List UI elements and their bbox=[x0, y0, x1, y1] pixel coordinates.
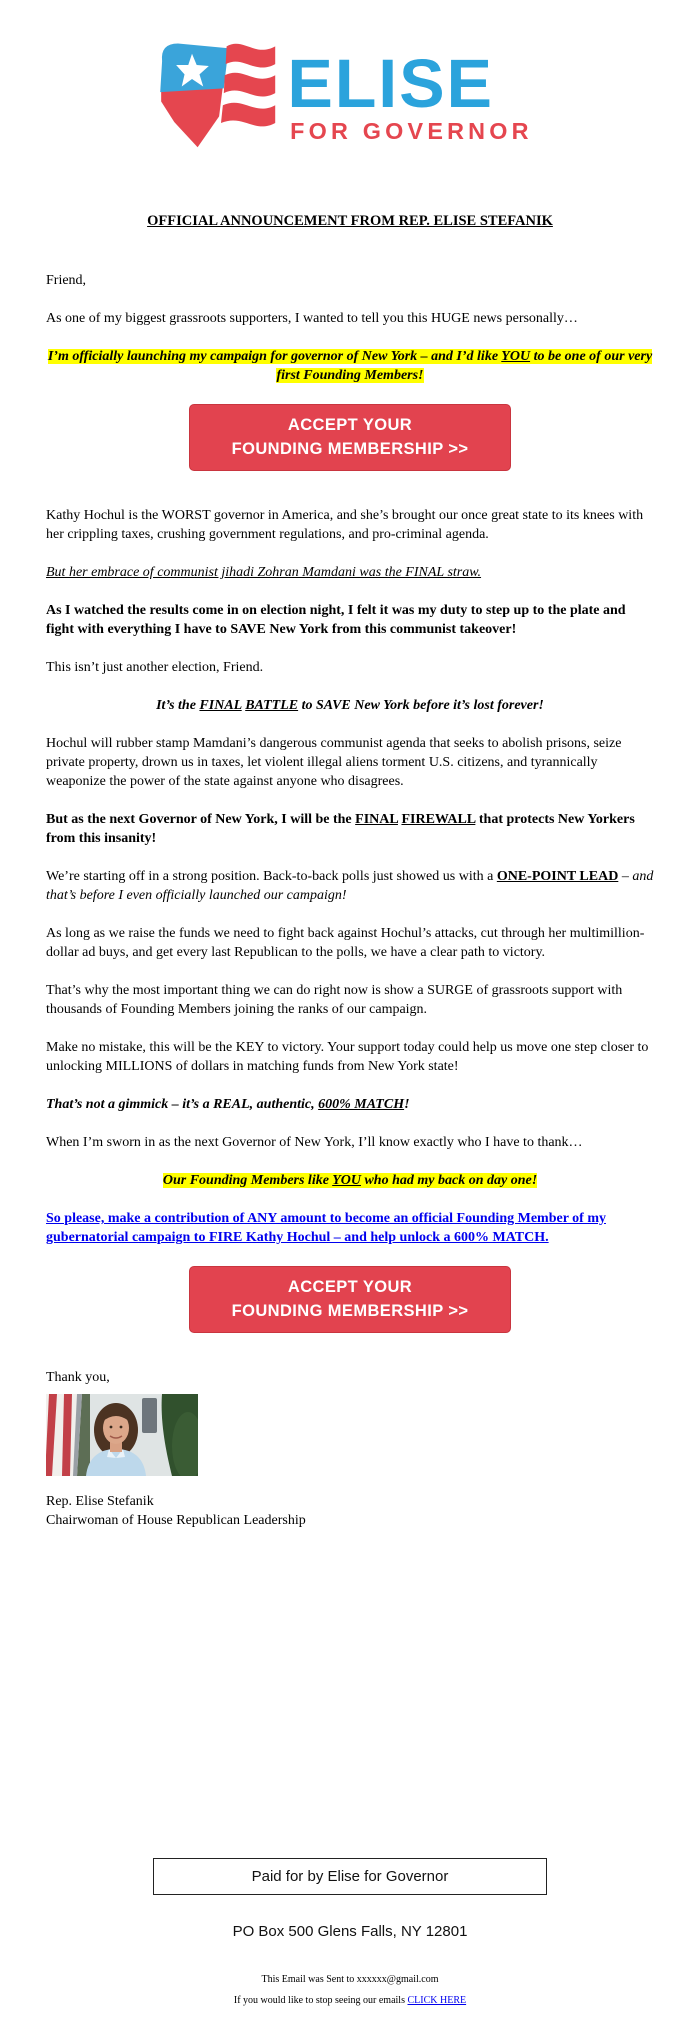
logo-wordmark: ELISE bbox=[287, 46, 494, 123]
firewall-text: But as the next Governor of New York, I will be the bbox=[46, 812, 356, 827]
battle-text: to SAVE New York before it’s lost forever! bbox=[298, 698, 544, 713]
match-text: ! bbox=[404, 1097, 410, 1112]
intro-paragraph: As one of my biggest grassroots supporters, I wanted to tell you this HUGE news personally… bbox=[46, 311, 578, 326]
launch-highlight bbox=[46, 347, 654, 385]
salutation: Friend, bbox=[46, 273, 87, 288]
paid-for-disclaimer: Paid for by Elise for Governor bbox=[153, 1858, 547, 1895]
cta-line-1: ACCEPT YOUR bbox=[287, 1278, 413, 1296]
agenda-paragraph: Hochul will rubber stamp Mamdani’s dangerous communist agenda that seeks to abolish prisons, seize private property, drown us in taxes, let violent illegal aliens torment U.S. citizens, and tyrannically weaponize the power of the state against anyone who disagrees. bbox=[46, 736, 622, 789]
watched-paragraph: As I watched the results come in on election night, I felt it was my duty to step up to the plate and fight with everything I have to SAVE New York from this communist takeover! bbox=[46, 603, 626, 637]
election-paragraph: This isn’t just another election, Friend. bbox=[46, 660, 264, 675]
embrace-paragraph: But her embrace of communist jihadi Zohran Mamdani was the FINAL straw. bbox=[46, 565, 482, 580]
unsubscribe-line bbox=[0, 1995, 700, 2007]
battle-text: It’s the bbox=[156, 698, 200, 713]
you-emphasis: YOU bbox=[501, 349, 531, 364]
thank-you-line: Thank you, bbox=[46, 1370, 110, 1385]
logo-tagline: FOR GOVERNOR bbox=[290, 117, 533, 144]
highlight-text: Our Founding Members like bbox=[162, 1173, 333, 1188]
address-line: PO Box 500 Glens Falls, NY 12801 bbox=[232, 1923, 468, 1940]
polls-paragraph bbox=[46, 867, 654, 905]
highlight-text: to be one of our very first Founding Members! bbox=[276, 349, 653, 383]
signature-name: Rep. Elise Stefanik bbox=[46, 1494, 154, 1509]
firewall-emphasis: FIREWALL bbox=[401, 812, 476, 827]
signature-block bbox=[46, 1492, 654, 1530]
email-content bbox=[0, 231, 700, 1530]
key-paragraph: Make no mistake, this will be the KEY to victory. Your support today could help us move one step closer to unlocking MILLIONS of dollars in matching funds from New York state! bbox=[46, 1040, 649, 1074]
signature-photo bbox=[46, 1394, 198, 1476]
match-text: That’s not a gimmick – it’s a REAL, authentic, bbox=[46, 1097, 319, 1112]
cta-line-1: ACCEPT YOUR bbox=[287, 416, 413, 434]
members-highlight bbox=[46, 1171, 654, 1190]
match-emphasis: 600% MATCH bbox=[318, 1097, 405, 1112]
hochul-paragraph: Kathy Hochul is the WORST governor in America, and she’s brought our once great state to its knees with her crippling taxes, crushing government regulations, and pro-criminal agenda. bbox=[46, 508, 644, 542]
cta-line-2: FOUNDING MEMBERSHIP >> bbox=[231, 440, 469, 458]
signature-title: Chairwoman of House Republican Leadership bbox=[46, 1513, 306, 1528]
polls-italic-text: and that’s before I even officially launched our campaign! bbox=[46, 869, 654, 903]
email-footer bbox=[0, 1858, 700, 2019]
contribute-link[interactable]: So please, make a contribution of ANY amount to become an official Founding Member of my gubernatorial campaign to FIRE Kathy Hochul – and help unlock a 600% MATCH. bbox=[46, 1211, 606, 1245]
cta-button-top[interactable] bbox=[189, 404, 511, 471]
flag-icon bbox=[160, 44, 275, 148]
elise-flag-logo-icon bbox=[149, 36, 551, 152]
dash: – bbox=[618, 869, 633, 884]
firewall-text: that protects New Yorkers from this insanity! bbox=[46, 812, 635, 846]
match-paragraph bbox=[46, 1095, 654, 1114]
announcement-title: OFFICIAL ANNOUNCEMENT FROM REP. ELISE STEFANIK bbox=[147, 213, 553, 229]
polls-text: We’re starting off in a strong position. Back-to-back polls just showed us with a bbox=[46, 869, 497, 884]
surge-paragraph: That’s why the most important thing we can do right now is show a SURGE of grassroots support with thousands of Founding Members joining the ranks of our campaign. bbox=[46, 983, 623, 1017]
funds-paragraph: As long as we raise the funds we need to fight back against Hochul’s attacks, cut through her multimillion-dollar ad buys, and get every last Republican to the polls, we have a clear path to victory. bbox=[46, 926, 645, 960]
you-emphasis: YOU bbox=[332, 1173, 361, 1188]
battle-emphasis: BATTLE bbox=[245, 698, 299, 713]
one-point-lead-emphasis: ONE-POINT LEAD bbox=[496, 869, 619, 884]
cta-button-bottom[interactable] bbox=[189, 1266, 511, 1333]
highlight-text: who had my back on day one! bbox=[360, 1173, 538, 1188]
firewall-paragraph bbox=[46, 810, 654, 848]
unsubscribe-text: If you would like to stop seeing our emails bbox=[233, 1995, 408, 2006]
final-emphasis: FINAL bbox=[355, 812, 398, 827]
sent-to-line: This Email was Sent to xxxxxx@gmail.com bbox=[261, 1974, 439, 1985]
sworn-paragraph: When I’m sworn in as the next Governor of New York, I’ll know exactly who I have to thank… bbox=[46, 1135, 583, 1150]
highlight-text: I’m officially launching my campaign for governor of New York – and I’d like bbox=[47, 349, 502, 364]
campaign-logo bbox=[149, 36, 551, 158]
battle-paragraph bbox=[46, 696, 654, 715]
final-emphasis: FINAL bbox=[199, 698, 242, 713]
unsubscribe-link[interactable]: CLICK HERE bbox=[407, 1995, 467, 2006]
cta-line-2: FOUNDING MEMBERSHIP >> bbox=[231, 1302, 469, 1320]
